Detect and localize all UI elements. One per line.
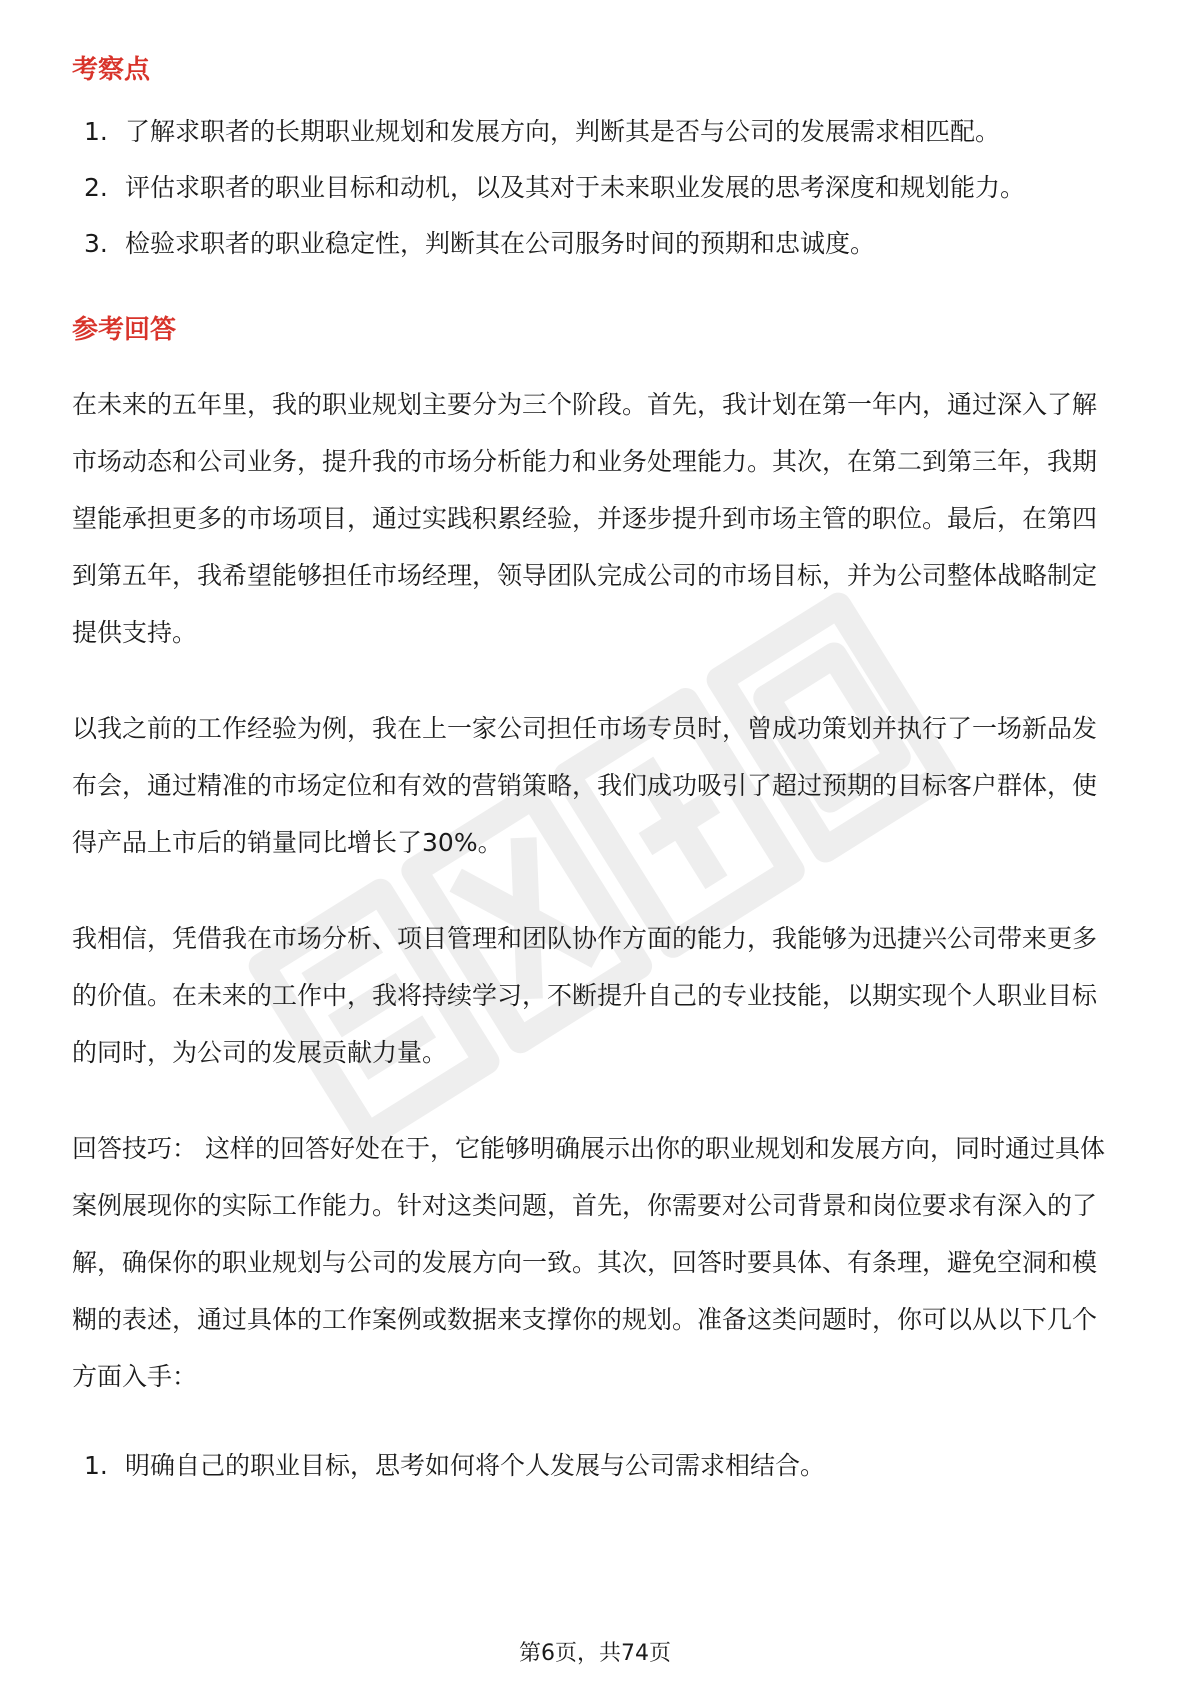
list-item (72, 160, 1118, 216)
list-item-text: 明确自己的职业目标，思考如何将个人发展与公司需求相结合。 (125, 1451, 826, 1480)
page-number: 第6页，共74页 (519, 1641, 671, 1666)
list-number: 2. (84, 173, 108, 202)
list-item-text: 评估求职者的职业目标和动机，以及其对于未来职业发展的思考深度和规划能力。 (125, 173, 1026, 202)
answer-tips-paragraph: 回答技巧： 这样的回答好处在于，它能够明确展示出你的职业规划和发展方向，同时通过具体案例展现你的实际工作能力。针对这类问题，首先，你需要对公司背景和岗位要求有深入的了解，确保你的职业规划与公司的发展方向一致。其次，回答时要具体、有条理，避免空洞和模糊的表述，通过具体的工作案例或数据来支撑你的规划。准备这类问题时，你可以从以下几个方面入手： (72, 1134, 1105, 1391)
list-number: 1. (84, 1451, 108, 1480)
list-number: 3. (84, 229, 108, 258)
observation-list (72, 104, 1118, 272)
document-page (72, 44, 1118, 1494)
answer-heading: 参考回答 (72, 315, 177, 345)
answer-paragraph: 以我之前的工作经验为例，我在上一家公司担任市场专员时，曾成功策划并执行了一场新品发布会，通过精准的市场定位和有效的营销策略，我们成功吸引了超过预期的目标客户群体，使得产品上市后的销量同比增长了30%。 (72, 714, 1098, 857)
observation-heading: 考察点 (72, 55, 151, 85)
tips-list (72, 1438, 1118, 1494)
list-number: 1. (84, 117, 108, 146)
answer-paragraph: 在未来的五年里，我的职业规划主要分为三个阶段。首先，我计划在第一年内，通过深入了解市场动态和公司业务，提升我的市场分析能力和业务处理能力。其次，在第二到第三年，我期望能承担更多的市场项目，通过实践积累经验，并逐步提升到市场主管的职位。最后，在第四到第五年，我希望能够担任市场经理，领导团队完成公司的市场目标，并为公司整体战略制定提供支持。 (72, 390, 1098, 647)
list-item (72, 1438, 1118, 1494)
list-item-text: 检验求职者的职业稳定性，判断其在公司服务时间的预期和忠诚度。 (125, 229, 876, 258)
answer-paragraph: 我相信，凭借我在市场分析、项目管理和团队协作方面的能力，我能够为迅捷兴公司带来更多的价值。在未来的工作中，我将持续学习，不断提升自己的专业技能，以期实现个人职业目标的同时，为公司的发展贡献力量。 (72, 924, 1098, 1067)
list-item (72, 104, 1118, 160)
list-item-text: 了解求职者的长期职业规划和发展方向，判断其是否与公司的发展需求相匹配。 (125, 117, 1001, 146)
list-item (72, 216, 1118, 272)
